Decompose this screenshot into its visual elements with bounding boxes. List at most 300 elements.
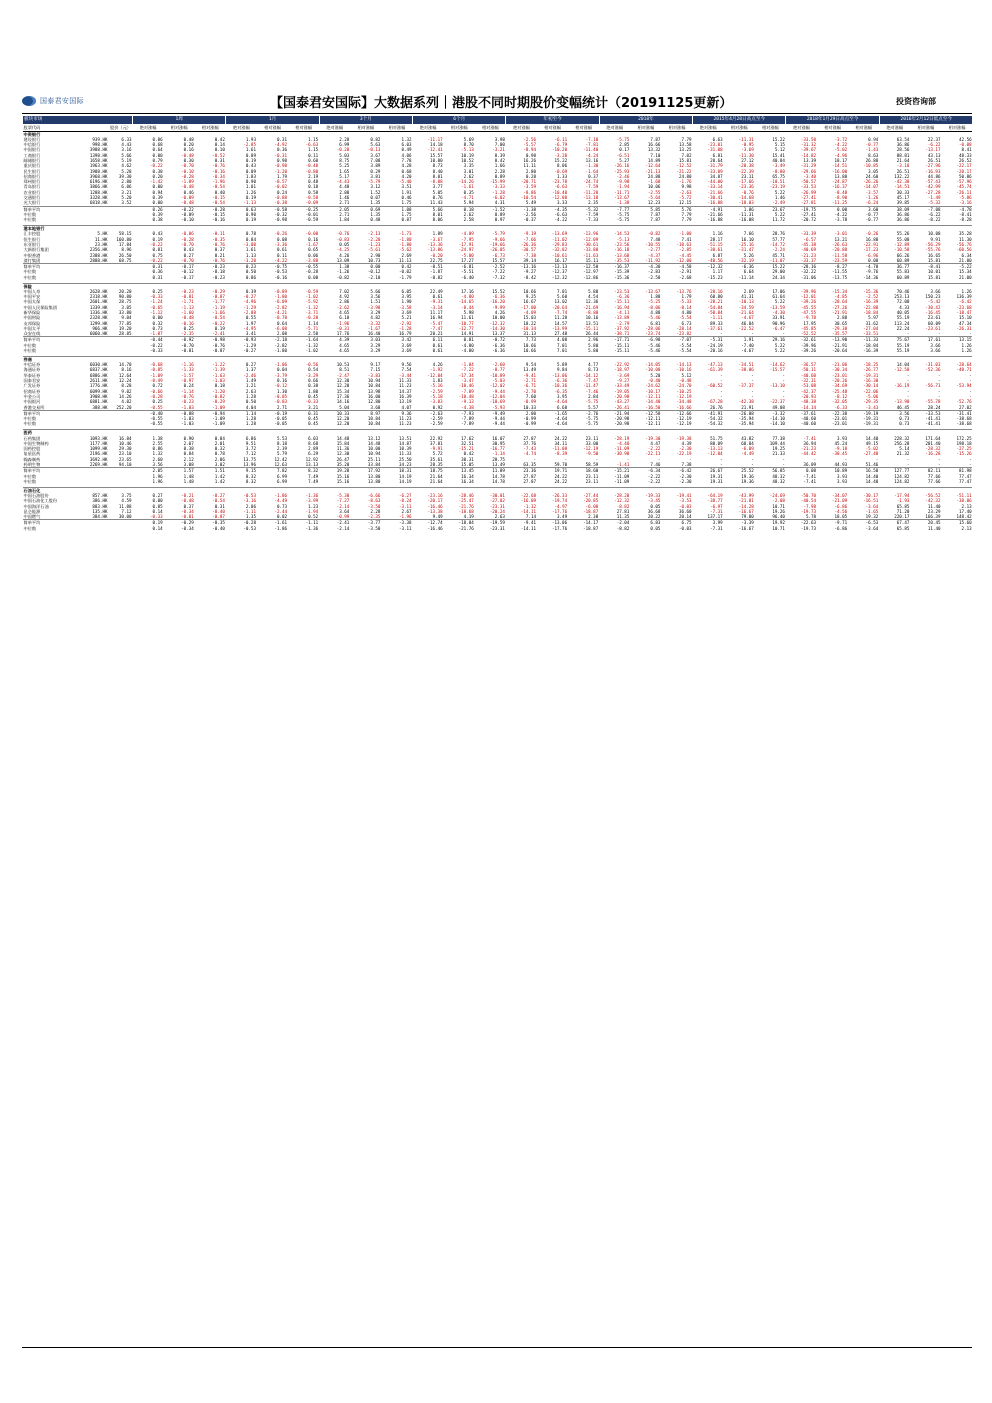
- value-cell: 8.97: [350, 410, 381, 416]
- value-cell: 19.31: [710, 473, 723, 479]
- value-cell: -18.97: [614, 367, 630, 373]
- value-cell: -5.22: [941, 264, 972, 270]
- value-cell: 0.54: [308, 367, 319, 373]
- value-cell: 0.38: [152, 217, 163, 223]
- value-cell: 36.86: [896, 217, 910, 223]
- value-cell: 0.02: [276, 514, 288, 520]
- value-cell: 8.32: [288, 468, 319, 474]
- value-cell: -8.12: [834, 393, 848, 399]
- value-cell: 1.08: [381, 206, 412, 212]
- value-cell: -1.09: [212, 404, 225, 410]
- value-cell: 4.26: [432, 362, 443, 368]
- value-cell: -42.99: [925, 184, 941, 190]
- value-cell: -15.36: [863, 288, 879, 294]
- value-cell: 1.28: [245, 393, 256, 399]
- value-cell: 7.10: [650, 152, 661, 158]
- value-cell: -1.11: [288, 520, 319, 526]
- value-cell: -28.16: [786, 264, 817, 270]
- value-cell: -2.30: [678, 446, 692, 452]
- value-cell: -14.12: [583, 372, 599, 378]
- value-cell: 1.97: [245, 320, 256, 326]
- value-cell: 0.90: [245, 179, 256, 185]
- value-cell: -2.18: [257, 337, 288, 343]
- value-cell: 14.04: [896, 362, 910, 368]
- value-cell: -3.29: [305, 372, 319, 378]
- value-cell: 0.00: [817, 206, 848, 212]
- value-cell: -0.98: [274, 217, 288, 223]
- value-cell: -29.83: [551, 241, 568, 247]
- metric-header: 绝对涨幅: [506, 124, 537, 131]
- value-cell: 34.23: [398, 462, 412, 468]
- value-cell: 6.83: [630, 520, 661, 526]
- metric-header: 相对涨幅: [195, 124, 226, 131]
- value-cell: 8.06: [557, 163, 568, 169]
- value-cell: -17.94: [894, 493, 910, 498]
- value-cell: 0.79: [152, 157, 163, 163]
- value-cell: 59.70: [554, 462, 568, 468]
- value-cell: -0.01: [305, 211, 319, 217]
- value-cell: 4.47: [650, 440, 661, 446]
- value-cell: -12.04: [427, 372, 443, 378]
- value-cell: 23.61: [927, 315, 941, 321]
- value-cell: 4.06: [401, 152, 412, 158]
- value-cell: 2.55: [152, 440, 163, 446]
- value-cell: -7.22: [461, 367, 474, 373]
- summary-label: 简单平均: [23, 264, 79, 270]
- value-cell: -1.92: [430, 367, 443, 373]
- value-cell: 1.96: [152, 473, 163, 479]
- value-cell: 0.19: [133, 520, 164, 526]
- value-cell: -19.74: [551, 498, 568, 504]
- value-cell: -2.92: [398, 320, 412, 326]
- value-cell: -0.19: [257, 410, 288, 416]
- value-cell: -0.33: [150, 348, 163, 354]
- value-cell: 14.19: [398, 473, 412, 479]
- value-cell: -10.61: [551, 252, 568, 258]
- value-cell: 9.84: [557, 367, 568, 373]
- value-cell: 4.54: [588, 294, 599, 300]
- value-cell: 2.06: [214, 456, 225, 462]
- value-cell: -2.35: [367, 514, 381, 520]
- metric-header: 相对涨幅: [288, 124, 319, 131]
- value-cell: 19.32: [865, 514, 879, 520]
- value-cell: -0.28: [150, 393, 163, 399]
- value-cell: 56.85: [755, 468, 786, 474]
- value-cell: -1.89: [181, 179, 194, 185]
- value-cell: -20.93: [800, 393, 817, 399]
- value-cell: -12.32: [489, 320, 505, 326]
- value-cell: -2.85: [243, 142, 256, 148]
- stock-price: 10.46: [118, 440, 132, 446]
- value-cell: 10.71: [772, 525, 785, 531]
- value-cell: -0.53: [274, 269, 288, 275]
- value-cell: -41.41: [925, 416, 941, 422]
- value-cell: -38.68: [956, 416, 972, 422]
- value-cell: 15.05: [461, 462, 474, 468]
- stock-code: 1093.HK: [89, 435, 108, 441]
- report-title: 【国泰君安国际】大数据系列｜港股不同时期股价变幅统计（20191125更新）: [270, 96, 733, 111]
- value-cell: 10.66: [523, 348, 536, 354]
- value-cell: 0.00: [152, 184, 163, 190]
- value-cell: -12.09: [583, 236, 599, 242]
- value-cell: -2.59: [430, 388, 443, 394]
- stock-price: 17.84: [118, 241, 132, 247]
- value-cell: 11.40: [927, 525, 941, 531]
- value-cell: -25.48: [832, 388, 848, 394]
- value-cell: -8.44: [461, 304, 474, 310]
- value-cell: -: [689, 456, 692, 462]
- value-cell: 12.20: [336, 383, 350, 389]
- value-cell: 22.75: [430, 257, 443, 263]
- value-cell: 65.75: [772, 173, 785, 179]
- value-cell: 3.77: [432, 184, 443, 190]
- value-cell: -10.55: [645, 241, 661, 247]
- summary-label: 简单平均: [23, 337, 79, 343]
- value-cell: 3.66: [930, 342, 941, 348]
- value-cell: -0.23: [181, 399, 194, 405]
- value-cell: 14.19: [398, 478, 412, 484]
- value-cell: -6.22: [927, 211, 941, 217]
- value-cell: -0.40: [133, 410, 164, 416]
- value-cell: 7.01: [557, 288, 568, 294]
- value-cell: -43.99: [738, 493, 754, 498]
- value-cell: -5.54: [678, 315, 692, 321]
- value-cell: -0.75: [257, 264, 288, 270]
- value-cell: 21.00: [959, 274, 972, 280]
- value-cell: -8.14: [678, 304, 692, 310]
- value-cell: -11.33: [848, 337, 879, 343]
- value-cell: -1.29: [243, 304, 256, 310]
- period-header: 年初至今: [506, 116, 599, 124]
- value-cell: -0.59: [305, 288, 319, 294]
- value-cell: -0.77: [865, 142, 879, 148]
- price-change-table-container: [22, 116, 972, 1346]
- value-cell: 10.08: [927, 231, 941, 237]
- value-cell: -42.37: [800, 388, 817, 394]
- value-cell: 0.18: [444, 206, 475, 212]
- value-cell: -7.98: [803, 503, 817, 509]
- value-cell: 2.86: [339, 299, 350, 305]
- value-cell: -56.52: [925, 493, 941, 498]
- value-cell: 14.37: [398, 388, 412, 394]
- stock-code: 1299.HK: [89, 320, 108, 326]
- value-cell: 16.94: [430, 315, 443, 321]
- value-cell: 2.07: [183, 440, 194, 446]
- value-cell: -19.19: [848, 410, 879, 416]
- value-cell: 15.22: [755, 264, 786, 270]
- value-cell: 4.07: [401, 404, 412, 410]
- value-cell: -19.41: [676, 493, 692, 498]
- value-cell: 66.26: [896, 252, 910, 258]
- value-cell: 24.22: [554, 478, 568, 484]
- code-spacer: [79, 124, 109, 131]
- value-cell: -34.69: [832, 383, 848, 389]
- value-cell: -28.32: [925, 446, 941, 452]
- value-cell: 11.23: [398, 383, 412, 389]
- value-cell: -0.25: [288, 206, 319, 212]
- value-cell: -22.38: [817, 410, 848, 416]
- value-cell: 2.13: [961, 503, 972, 509]
- metric-header: 相对涨幅: [257, 124, 288, 131]
- value-cell: 13.37: [492, 331, 505, 337]
- value-cell: -19.75: [786, 206, 817, 212]
- value-cell: 23.11: [585, 473, 599, 479]
- value-cell: -2.68: [678, 274, 692, 280]
- value-cell: 10.06: [647, 184, 661, 190]
- value-cell: 0.19: [245, 195, 256, 201]
- value-cell: 5.89: [557, 362, 568, 368]
- value-cell: -4.45: [678, 252, 692, 258]
- value-cell: 3.69: [401, 310, 412, 315]
- value-cell: 0.89: [494, 211, 505, 217]
- value-cell: 16.10: [741, 236, 754, 242]
- value-cell: -1.64: [288, 337, 319, 343]
- value-cell: -5.79: [367, 179, 381, 185]
- value-cell: -: [782, 378, 785, 384]
- value-cell: -33.80: [583, 247, 599, 253]
- value-cell: 0.07: [370, 195, 381, 201]
- stock-price: 8.28: [121, 383, 132, 389]
- value-cell: 7.66: [743, 231, 754, 237]
- value-cell: -16.45: [925, 310, 941, 315]
- value-cell: -6.27: [398, 493, 412, 498]
- value-cell: -9.49: [475, 410, 506, 416]
- value-cell: -0.22: [150, 342, 163, 348]
- value-cell: 3.56: [879, 410, 910, 416]
- value-cell: 0.32: [152, 320, 163, 326]
- value-cell: -9.98: [616, 179, 630, 185]
- value-cell: -2.18: [367, 274, 381, 280]
- value-cell: 0.39: [152, 211, 163, 217]
- value-cell: 32.51: [461, 440, 474, 446]
- value-cell: 5.03: [339, 152, 350, 158]
- value-cell: 72.00: [896, 299, 910, 305]
- value-cell: 79.80: [741, 514, 754, 520]
- value-cell: 19.31: [710, 478, 723, 484]
- summary-label: 中位数: [23, 525, 37, 531]
- value-cell: -7.31: [710, 525, 723, 531]
- company-logo: [22, 96, 84, 106]
- value-cell: 0.45: [308, 421, 319, 427]
- value-cell: -12.50: [568, 264, 599, 270]
- value-cell: 3.89: [370, 163, 381, 169]
- value-cell: 0.78: [214, 451, 225, 457]
- metric-header: 绝对涨幅: [319, 124, 350, 131]
- value-cell: 2.69: [401, 252, 412, 258]
- value-cell: -0.95: [741, 142, 754, 148]
- stock-code: 1288.HK: [89, 189, 108, 195]
- value-cell: 33.84: [367, 462, 381, 468]
- value-cell: 3.01: [463, 168, 474, 174]
- value-cell: 5.26: [743, 252, 754, 258]
- value-cell: 198.18: [956, 440, 972, 446]
- value-cell: -6.86: [834, 525, 848, 531]
- value-cell: -13.13: [707, 446, 723, 452]
- value-cell: -: [782, 456, 785, 462]
- stock-price: 4.59: [121, 498, 132, 504]
- value-cell: -13.10: [769, 383, 785, 389]
- value-cell: 7.00: [494, 142, 505, 148]
- value-cell: -2.58: [647, 274, 661, 280]
- value-cell: -35.53: [614, 257, 630, 263]
- value-cell: 1.38: [152, 435, 163, 441]
- value-cell: 0.65: [308, 247, 319, 253]
- value-cell: -9.78: [803, 315, 817, 321]
- value-cell: 48.32: [772, 478, 785, 484]
- stock-name: 中信证券: [23, 362, 41, 368]
- value-cell: 0.60: [308, 157, 319, 163]
- value-cell: -11.31: [738, 211, 754, 217]
- value-cell: -21.91: [832, 342, 848, 348]
- value-cell: -26.41: [614, 404, 630, 410]
- value-cell: -14.28: [738, 503, 754, 509]
- value-cell: -20.98: [614, 416, 630, 422]
- value-cell: 4.26: [494, 310, 505, 315]
- value-cell: -5.71: [305, 325, 319, 331]
- value-cell: -0.83: [274, 399, 288, 405]
- value-cell: -3.72: [834, 136, 848, 142]
- value-cell: -3.38: [381, 520, 412, 526]
- value-cell: 28.17: [710, 236, 723, 242]
- value-cell: -16.94: [614, 304, 630, 310]
- stock-code: 5.HK: [97, 231, 108, 237]
- value-cell: -6.35: [554, 388, 568, 394]
- metric-header: 相对涨幅: [568, 124, 599, 131]
- value-cell: -52.52: [800, 331, 817, 337]
- value-cell: 5.17: [339, 173, 350, 179]
- value-cell: 17.06: [772, 288, 785, 294]
- value-cell: -1.42: [150, 179, 163, 185]
- value-cell: -17.91: [458, 241, 474, 247]
- value-cell: -11.09: [614, 478, 630, 484]
- value-cell: 3.72: [245, 446, 256, 452]
- value-cell: 7.14: [525, 514, 536, 520]
- value-cell: 0.19: [152, 236, 163, 242]
- value-cell: -1.20: [274, 168, 288, 174]
- stock-name: 众安在线: [23, 331, 41, 337]
- value-cell: -39.67: [800, 147, 817, 153]
- value-cell: -: [720, 331, 723, 337]
- value-cell: 1.32: [152, 451, 163, 457]
- value-cell: 12.63: [274, 462, 288, 468]
- value-cell: 0.73: [899, 416, 910, 422]
- value-cell: -11.02: [551, 236, 568, 242]
- stock-price: 252.20: [116, 404, 132, 410]
- value-cell: 4.48: [339, 184, 350, 190]
- value-cell: -5.72: [678, 195, 692, 201]
- value-cell: 8.41: [961, 147, 972, 153]
- value-cell: 1.61: [245, 147, 256, 153]
- value-cell: -16.77: [489, 446, 505, 452]
- value-cell: -4.96: [243, 299, 256, 305]
- value-cell: 0.73: [276, 503, 288, 509]
- value-cell: -11.25: [832, 200, 848, 206]
- value-cell: -7.93: [444, 410, 475, 416]
- value-cell: -4.64: [554, 416, 568, 422]
- value-cell: -13.06: [537, 520, 568, 526]
- value-cell: 14.87: [398, 440, 412, 446]
- value-cell: 0.98: [276, 157, 288, 163]
- value-cell: -10.85: [863, 163, 879, 169]
- value-cell: 0.42: [463, 451, 474, 457]
- metric-header: 绝对涨幅: [133, 124, 164, 131]
- value-cell: -18.84: [863, 310, 879, 315]
- value-cell: -2.41: [319, 520, 350, 526]
- stock-code: 2328.HK: [89, 315, 108, 321]
- value-cell: -12.77: [458, 325, 474, 331]
- value-cell: -13.75: [832, 274, 848, 280]
- value-cell: -11.28: [583, 189, 599, 195]
- value-cell: -20.98: [614, 421, 630, 427]
- value-cell: -14.05: [645, 362, 661, 368]
- value-cell: 13.45: [444, 468, 475, 474]
- value-cell: 2.13: [961, 525, 972, 531]
- value-cell: 0.84: [245, 236, 256, 242]
- value-cell: -45.74: [956, 184, 972, 190]
- value-cell: 0.72: [152, 383, 163, 389]
- value-cell: -5.75: [616, 217, 630, 223]
- value-cell: -: [906, 462, 910, 468]
- value-cell: -0.76: [212, 342, 225, 348]
- stock-name: 中国财险: [23, 315, 41, 321]
- value-cell: 0.20: [183, 142, 194, 148]
- value-cell: 42.56: [959, 136, 972, 142]
- value-cell: -12.32: [614, 498, 630, 504]
- value-cell: -0.98: [195, 337, 226, 343]
- value-cell: -34.40: [645, 399, 661, 405]
- value-cell: -: [969, 372, 972, 378]
- value-cell: -20.16: [707, 348, 723, 354]
- value-cell: 7.54: [401, 367, 412, 373]
- value-cell: 48.32: [772, 473, 785, 479]
- value-cell: -2.63: [678, 189, 692, 195]
- value-cell: 21.32: [896, 451, 910, 457]
- value-cell: 16.07: [492, 435, 505, 441]
- period-header: 2018年: [599, 116, 692, 124]
- stock-name: 东亚银行: [23, 241, 41, 247]
- value-cell: 28.75: [492, 456, 505, 462]
- stock-code: 2269.HK: [89, 462, 108, 468]
- value-cell: -4.80: [461, 294, 474, 300]
- value-cell: -5.86: [959, 195, 972, 201]
- value-cell: -8.77: [492, 367, 505, 373]
- value-cell: -3.49: [772, 163, 785, 169]
- value-cell: -7.89: [461, 388, 474, 394]
- value-cell: -22.52: [738, 325, 754, 331]
- value-cell: 8.75: [339, 157, 350, 163]
- value-cell: -13.67: [645, 288, 661, 294]
- sector-name: 医药: [23, 430, 973, 436]
- value-cell: 71.20: [896, 508, 910, 514]
- value-cell: 8.18: [276, 440, 288, 446]
- value-cell: -31.41: [941, 410, 972, 416]
- value-cell: 0.48: [308, 179, 319, 185]
- value-cell: -0.32: [274, 211, 288, 217]
- value-cell: -1.68: [647, 179, 661, 185]
- value-cell: -8.28: [959, 217, 972, 223]
- value-cell: 12.92: [305, 456, 319, 462]
- value-cell: 16.66: [647, 142, 661, 148]
- value-cell: -30.61: [583, 241, 599, 247]
- value-cell: -55.78: [925, 399, 941, 405]
- value-cell: 15.16: [336, 473, 350, 479]
- value-cell: -0.76: [212, 241, 225, 247]
- value-cell: 6.11: [413, 337, 444, 343]
- value-cell: -50.70: [800, 493, 817, 498]
- value-cell: -9.66: [492, 236, 505, 242]
- value-cell: 8.32: [245, 478, 256, 484]
- stock-name: 民生银行: [23, 168, 41, 174]
